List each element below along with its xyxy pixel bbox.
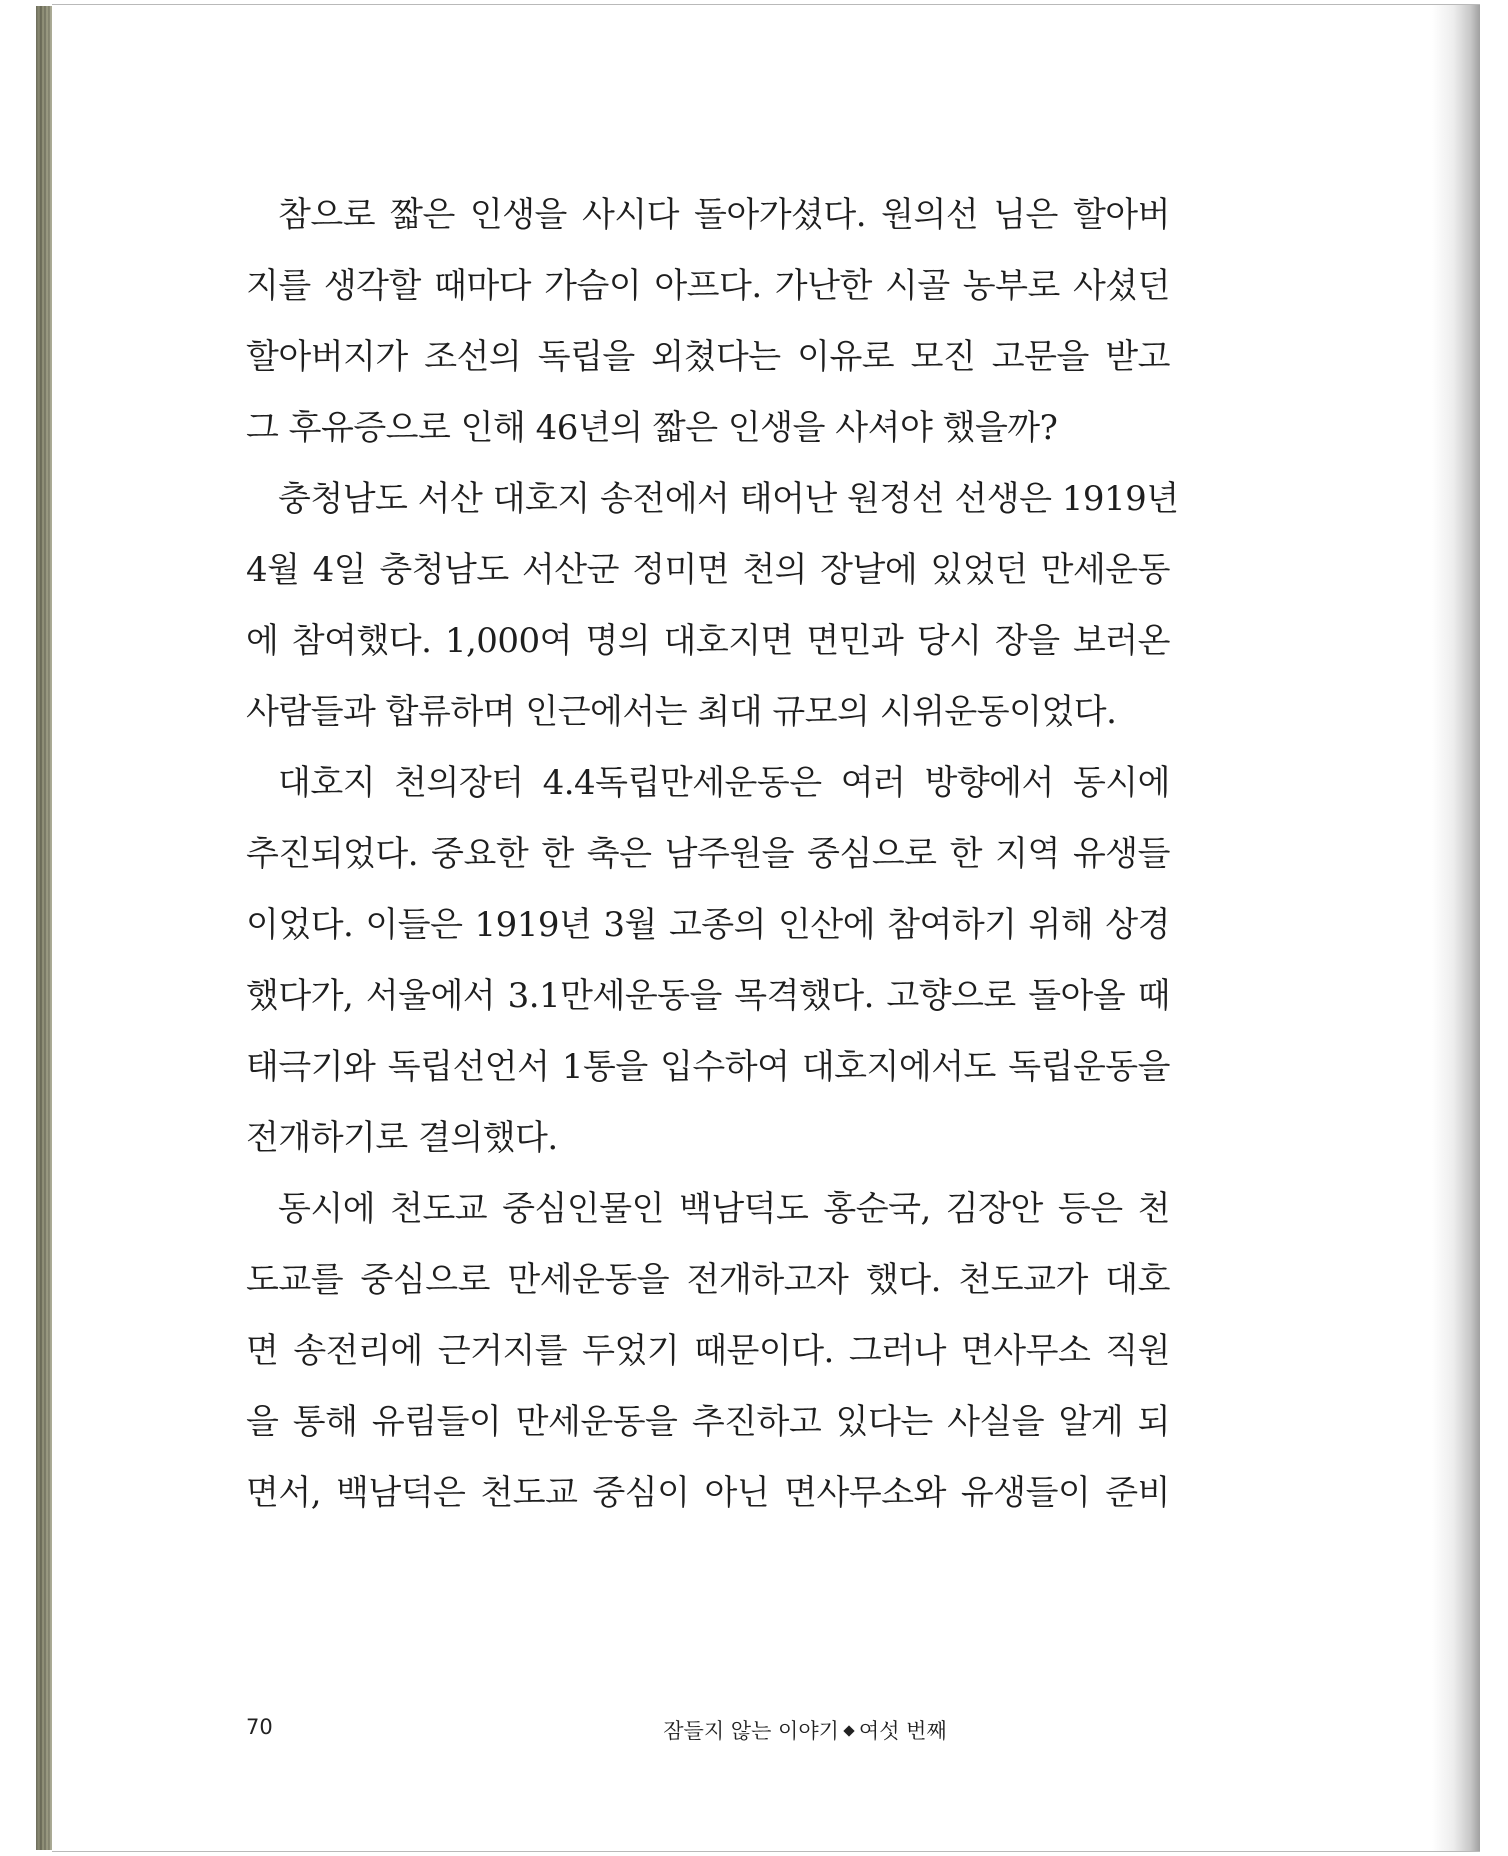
diamond-separator-icon — [843, 1725, 854, 1736]
text-line: 에 참여했다. 1,000여 명의 대호지면 면민과 당시 장을 보러온 — [246, 621, 1170, 661]
text-line: 면서, 백남덕은 천도교 중심이 아닌 면사무소와 유생들이 준비 — [246, 1473, 1170, 1513]
text-line: 추진되었다. 중요한 한 축은 남주원을 중심으로 한 지역 유생들 — [246, 834, 1170, 874]
text-line: 면 송전리에 근거지를 두었기 때문이다. 그러나 면사무소 직원 — [246, 1331, 1170, 1371]
text-line: 대호지 천의장터 4.4독립만세운동은 여러 방향에서 동시에 — [278, 763, 1170, 803]
text-line: 도교를 중심으로 만세운동을 전개하고자 했다. 천도교가 대호 — [246, 1260, 1170, 1300]
text-line: 사람들과 합류하며 인근에서는 최대 규모의 시위운동이었다. — [246, 692, 1117, 732]
text-line: 4월 4일 충청남도 서산군 정미면 천의 장날에 있었던 만세운동 — [246, 550, 1170, 590]
text-line: 지를 생각할 때마다 가슴이 아프다. 가난한 시골 농부로 사셨던 — [246, 266, 1170, 306]
section-label: 여섯 번째 — [858, 1719, 947, 1743]
text-line: 이었다. 이들은 1919년 3월 고종의 인산에 참여하기 위해 상경 — [246, 905, 1170, 945]
text-line: 그 후유증으로 인해 46년의 짧은 인생을 사셔야 했을까? — [246, 408, 1058, 448]
text-line: 전개하기로 결의했다. — [246, 1118, 558, 1158]
body-text — [246, 180, 1179, 1529]
text-line: 충청남도 서산 대호지 송전에서 태어난 원정선 선생은 1919년 — [278, 479, 1179, 519]
running-footer — [550, 1715, 1060, 1745]
page-curl-shadow — [1432, 5, 1480, 1851]
text-line: 참으로 짧은 인생을 사시다 돌아가셨다. 원의선 님은 할아버 — [278, 195, 1170, 235]
text-line: 동시에 천도교 중심인물인 백남덕도 홍순국, 김장안 등은 천 — [278, 1189, 1170, 1229]
text-line: 할아버지가 조선의 독립을 외쳤다는 이유로 모진 고문을 받고 — [246, 337, 1170, 377]
text-line: 했다가, 서울에서 3.1만세운동을 목격했다. 고향으로 돌아올 때 — [246, 976, 1170, 1016]
page-number: 70 — [246, 1715, 273, 1739]
text-line: 을 통해 유림들이 만세운동을 추진하고 있다는 사실을 알게 되 — [246, 1402, 1170, 1442]
book-title: 잠들지 않는 이야기 — [663, 1719, 839, 1743]
text-line: 태극기와 독립선언서 1통을 입수하여 대호지에서도 독립운동을 — [246, 1047, 1170, 1087]
